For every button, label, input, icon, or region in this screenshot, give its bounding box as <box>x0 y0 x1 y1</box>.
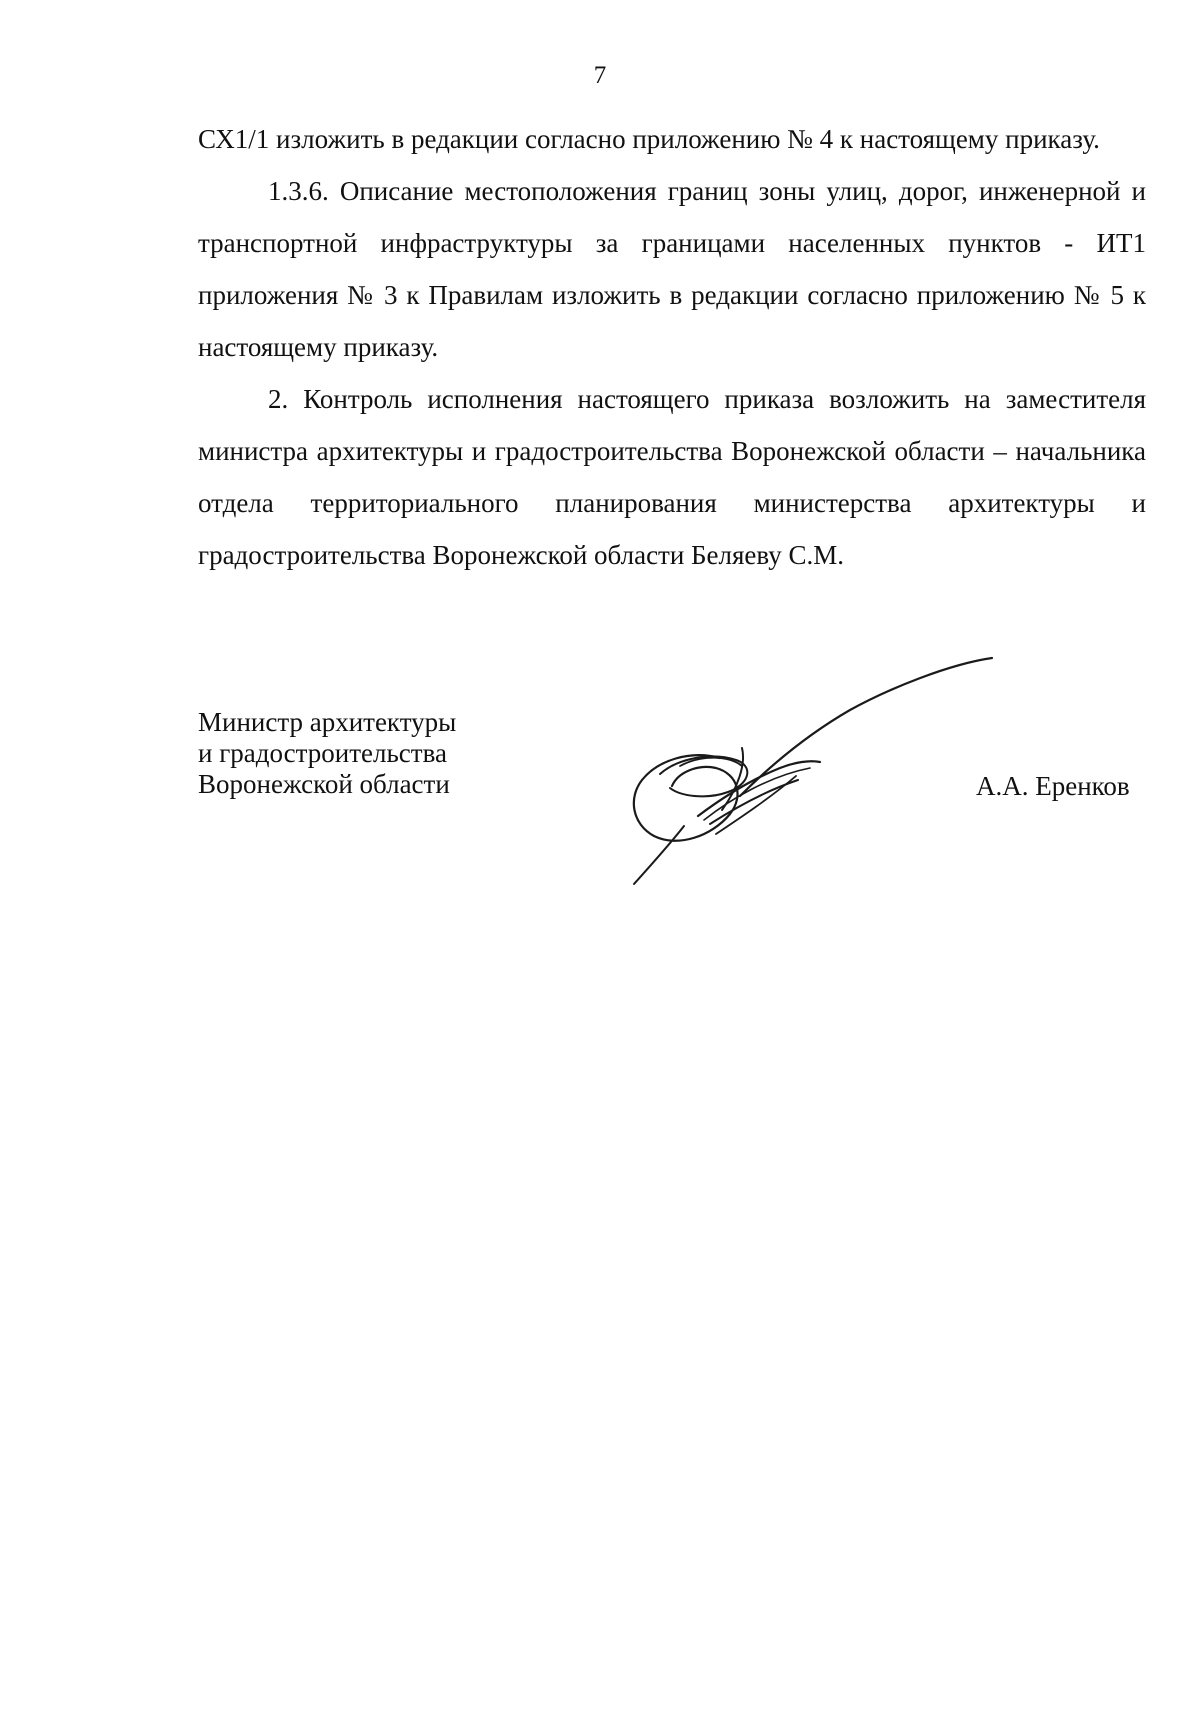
signatory-title-line: и градостроительства <box>198 738 447 768</box>
signatory-name: А.А. Еренков <box>976 771 1130 801</box>
paragraph-continuation: СХ1/1 изложить в редакции согласно приложению № 4 к настоящему приказу. <box>198 124 1100 154</box>
paragraph-item-2: 2. Контроль исполнения настоящего приказа возложить на заместителя министра архитектуры и градостроительства Воронежской области – начальника отдела территориального планирования министерства архитектуры и градостроительства Воронежской области Беляеву С.М. <box>198 384 1146 570</box>
signatory-title <box>198 707 518 800</box>
handwritten-signature <box>620 648 1000 888</box>
signatory-title-line: Министр архитектуры <box>198 707 457 737</box>
page-number: 7 <box>593 62 607 89</box>
document-body <box>198 113 1146 581</box>
signatory-title-line: Воронежской области <box>198 769 450 799</box>
paragraph-item-1-3-6: 1.3.6. Описание местоположения границ зоны улиц, дорог, инженерной и транспортной инфраструктуры за границами населенных пунктов - ИТ1 приложения № 3 к Правилам изложить в редакции согласно приложению № 5 к настоящему приказу. <box>198 176 1146 362</box>
